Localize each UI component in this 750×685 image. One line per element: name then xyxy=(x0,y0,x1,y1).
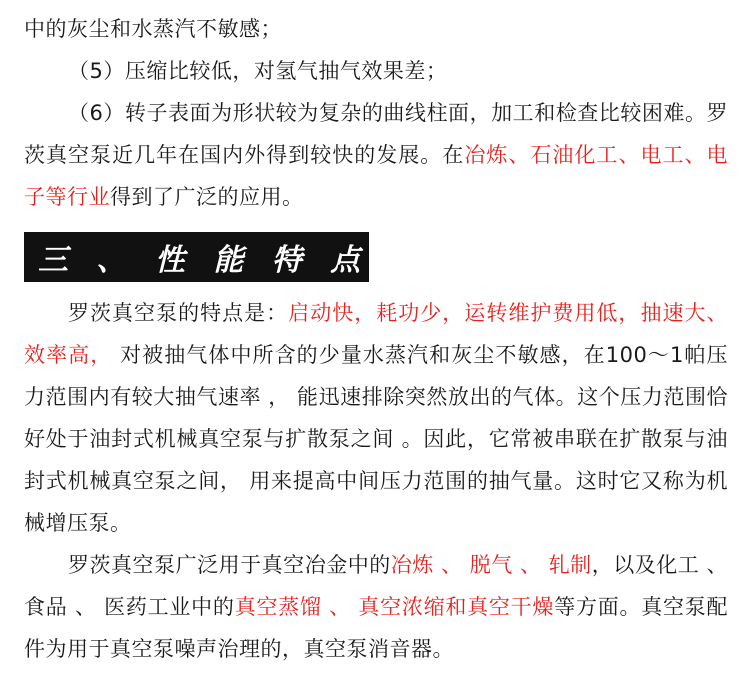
text-run-highlight-processes: 真空蒸馏 、 真空浓缩和真空干燥 xyxy=(234,595,555,619)
text-run: 等方面。真空泵配件为用于真空泵噪声治理的，真空泵消音器。 xyxy=(24,595,728,661)
text-run-highlight-industries: 冶炼、石油化工、电工、电子等行业 xyxy=(24,143,729,209)
paragraph-dust xyxy=(24,8,728,50)
paragraph-features xyxy=(24,292,728,544)
text-run-highlight-metallurgy: 冶炼 、 脱气 、 轧制 xyxy=(390,553,592,577)
section-banner xyxy=(24,232,369,282)
text-run: 得到了广泛的应用。 xyxy=(110,185,304,209)
text-run: 罗茨真空泵的特点是： xyxy=(68,301,289,325)
paragraph-block-top xyxy=(24,8,728,218)
text-run-highlight-features: 启动快，耗功少，运转维护费用低，抽速大、效率高， xyxy=(24,301,728,367)
paragraph-item-5 xyxy=(24,50,728,92)
text-run: 对被抽气体中所含的少量水蒸汽和灰尘不敏感，在100～1帕压力范围内有较大抽气速率 ， 能迅速排除突然放出的气体。这个压力范围恰好处于油封式机械真空泵与扩散泵之间 。因此，它常被串联在扩散泵与油封式机械真空泵之间， 用来提高中间压力范围的抽气量。这时它又称为机械增压泵。 xyxy=(24,343,728,535)
paragraph-block-bottom xyxy=(24,292,728,670)
paragraph-item-6 xyxy=(24,92,728,218)
text-run: 罗茨真空泵广泛用于真空冶金中的 xyxy=(68,553,391,577)
section-banner-label: 三 、 性 能 特 点 xyxy=(38,243,370,278)
text-run: 中的灰尘和水蒸汽不敏感； xyxy=(24,17,282,41)
text-run: （6）转子表面为形状较为复杂的曲线柱面，加工和检查比较困难。罗茨真空泵近几年在国内外得到较快的发展。在 xyxy=(24,101,728,167)
text-run: ，以及化工 、 食品 、 医药工业中的 xyxy=(24,553,729,619)
text-run: （5）压缩比较低，对氢气抽气效果差； xyxy=(68,59,448,83)
paragraph-applications xyxy=(24,544,728,670)
